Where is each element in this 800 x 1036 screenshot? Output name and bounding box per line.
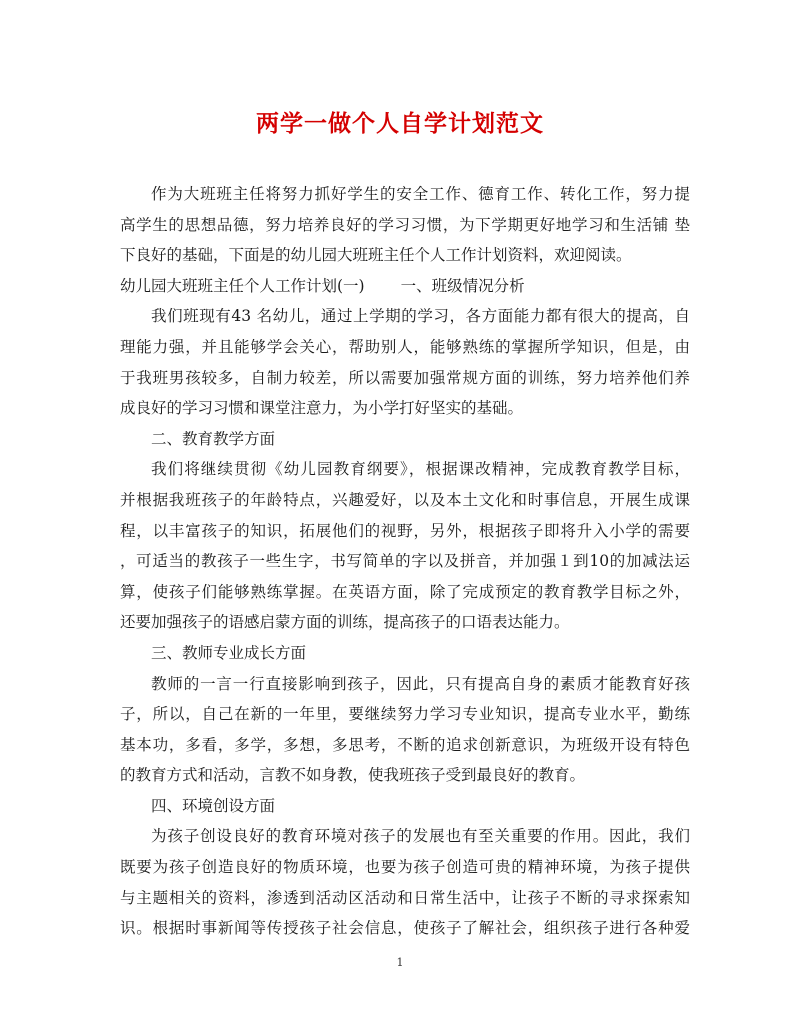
section-one-heading: 一、班级情况分析 <box>400 276 525 295</box>
document-body <box>120 179 690 944</box>
section-two-line-1: 我们将继续贯彻《幼儿园教育纲要》，根据课改精神，完成教育教学目标， <box>151 460 690 479</box>
plan-heading: 幼儿园大班班主任个人工作计划(一) <box>120 276 365 295</box>
section-three-heading: 三、教师专业成长方面 <box>151 643 307 662</box>
section-four-line-1: 为孩子创设良好的教育环境对孩子的发展也有至关重要的作用。因此，我们 <box>151 827 690 846</box>
section-two-line-4: ，可适当的教孩子一些生字，书写简单的字以及拼音，并加强１到10的加减法运 <box>120 552 690 571</box>
section-one-line-3: 于我班男孩较多，自制力较差，所以需要加强常规方面的训练，努力培养他们养 <box>120 368 690 387</box>
section-four-line-2: 既要为孩子创造良好的物质环境，也要为孩子创造可贵的精神环境，为孩子提供 <box>120 858 690 877</box>
section-two-line-2: 并根据我班孩子的年龄特点，兴趣爱好，以及本土文化和时事信息，开展生成课 <box>120 490 690 509</box>
intro-line-3: 下良好的基础，下面是的幼儿园大班班主任个人工作计划资料，欢迎阅读。 <box>120 246 632 265</box>
section-one-line-4: 成良好的学习习惯和课堂注意力，为小学打好坚实的基础。 <box>120 399 524 418</box>
section-three-line-4: 的教育方式和活动，言教不如身教，使我班孩子受到最良好的教育。 <box>120 766 586 785</box>
intro-line-2: 高学生的思想品德，努力培养良好的学习习惯，为下学期更好地学习和生活铺 垫 <box>120 215 690 234</box>
section-two-line-6: 还要加强孩子的语感启蒙方面的训练，提高孩子的口语表达能力。 <box>120 613 570 632</box>
section-two-heading: 二、教育教学方面 <box>151 429 276 448</box>
section-three-line-2: 子，所以，自己在新的一年里，要继续努力学习专业知识，提高专业水平，勤练 <box>120 705 690 724</box>
document-title: 两学一做个人自学计划范文 <box>256 110 544 137</box>
section-one-line-2: 理能力强，并且能够学会关心，帮助别人，能够熟练的掌握所学知识，但是，由 <box>120 337 690 356</box>
intro-line-1: 作为大班班主任将努力抓好学生的安全工作、德育工作、转化工作，努力提 <box>151 185 690 203</box>
plan-heading-line <box>120 271 690 302</box>
section-three-line-3: 基本功，多看，多学，多想，多思考，不断的追求创新意识，为班级开设有特色 <box>120 735 690 754</box>
page-number: 1 <box>396 956 404 969</box>
section-two-line-5: 算，使孩子们能够熟练掌握。在英语方面，除了完成预定的教育教学目标之外， <box>120 582 690 601</box>
section-four-line-4: 识。根据时事新闻等传授孩子社会信息，使孩子了解社会，组织孩子进行各种爱 <box>120 919 690 938</box>
section-three-line-1: 教师的一言一行直接影响到孩子，因此，只有提高自身的素质才能教育好孩 <box>151 674 690 693</box>
section-four-heading: 四、环境创设方面 <box>151 796 276 815</box>
section-four-line-3: 与主题相关的资料，渗透到活动区活动和日常生活中，让孩子不断的寻求探索知 <box>120 888 690 907</box>
section-two-line-3: 程，以丰富孩子的知识，拓展他们的视野，另外，根据孩子即将升入小学的需要 <box>120 521 690 540</box>
section-one-line-1: 我们班现有43 名幼儿，通过上学期的学习，各方面能力都有很大的提高，自 <box>151 307 690 326</box>
